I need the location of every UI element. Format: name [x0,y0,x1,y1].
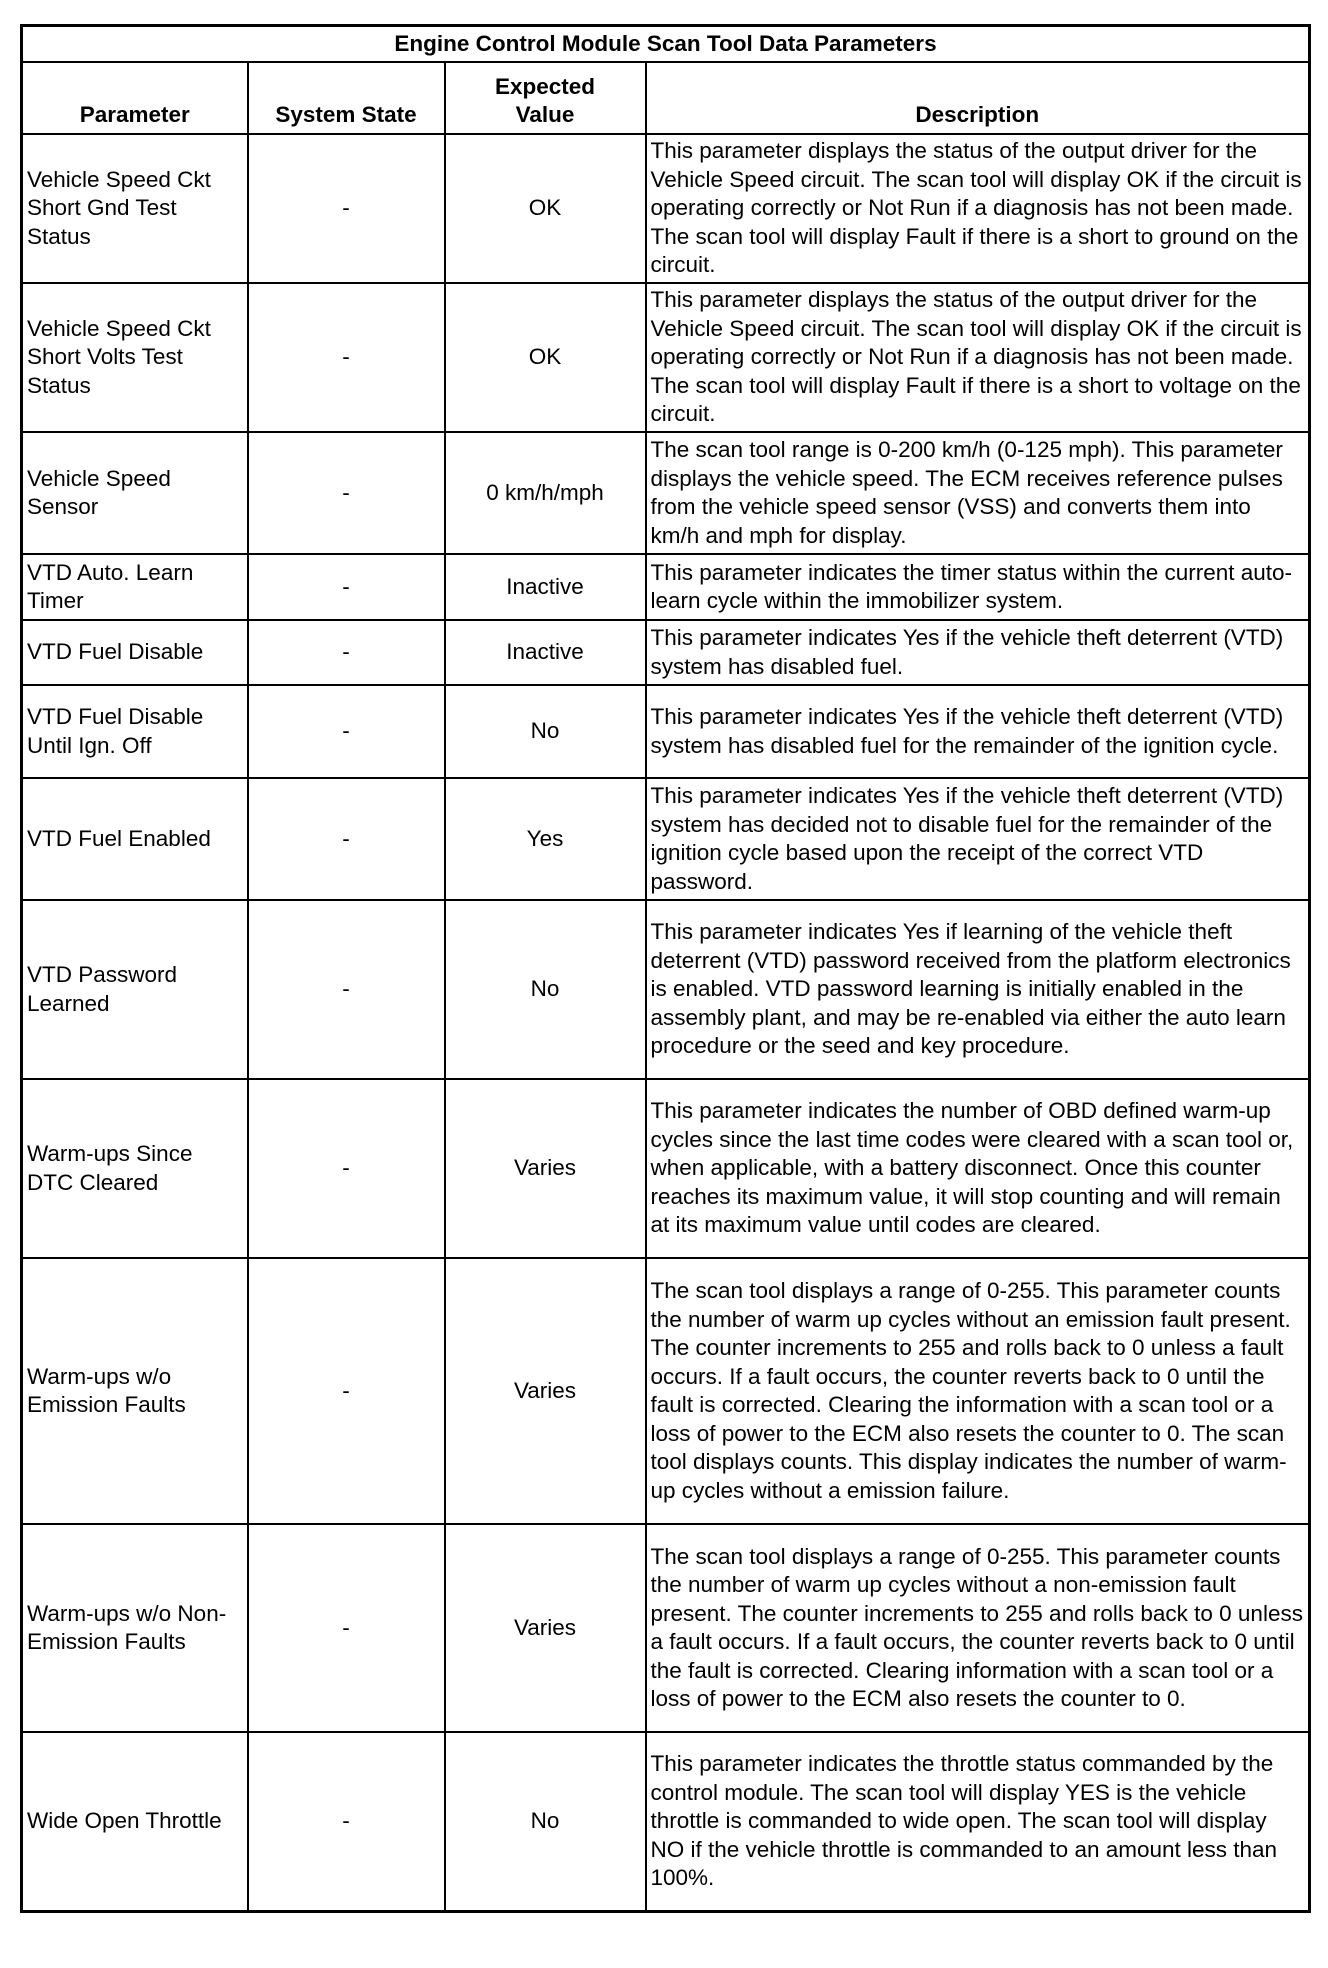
system-state-cell: - [248,554,445,620]
description-cell: The scan tool range is 0-200 km/h (0-125 mph). This parameter displays the vehicle speed. The ECM receives reference pulses from the vehicle speed sensor (VSS) and converts them into km/h and mph for display. [646,432,1310,554]
expected-value-cell: Varies [445,1524,646,1732]
system-state-cell: - [248,900,445,1079]
expected-value-cell: Yes [445,778,646,900]
header-expected-value-line1: Expected [494,74,596,99]
table-row [22,432,1310,554]
system-state-cell: - [248,685,445,778]
header-description: Description [646,62,1310,134]
header-expected-value [445,62,646,134]
table-row [22,1258,1310,1524]
system-state-cell: - [248,283,445,432]
system-state-cell: - [248,778,445,900]
expected-value-cell: No [445,685,646,778]
system-state-cell: - [248,432,445,554]
expected-value-cell: OK [445,283,646,432]
expected-value-cell: Inactive [445,554,646,620]
table-row [22,900,1310,1079]
description-cell: This parameter indicates the throttle status commanded by the control module. The scan tool will display YES is the vehicle throttle is commanded to wide open. The scan tool will display NO if the vehicle throttle is commanded to an amount less than 100%. [646,1732,1310,1912]
description-cell: This parameter displays the status of the output driver for the Vehicle Speed circuit. The scan tool will display OK if the circuit is operating correctly or Not Run if a diagnosis has not been made. The scan tool will display Fault if there is a short to voltage on the circuit. [646,283,1310,432]
system-state-cell: - [248,1732,445,1912]
table-row [22,1524,1310,1732]
table-row [22,620,1310,685]
table-title: Engine Control Module Scan Tool Data Parameters [22,26,1310,63]
description-cell: This parameter indicates Yes if the vehicle theft deterrent (VTD) system has disabled fuel. [646,620,1310,685]
expected-value-cell: Varies [445,1079,646,1258]
description-cell: This parameter indicates Yes if the vehicle theft deterrent (VTD) system has decided not to disable fuel for the remainder of the ignition cycle based upon the receipt of the correct VTD password. [646,778,1310,900]
expected-value-cell: OK [445,134,646,283]
expected-value-cell: Varies [445,1258,646,1524]
parameter-cell: Warm-ups w/o Emission Faults [22,1258,248,1524]
system-state-cell: - [248,620,445,685]
parameter-cell: VTD Fuel Disable [22,620,248,685]
system-state-cell: - [248,1079,445,1258]
parameter-cell: Warm-ups Since DTC Cleared [22,1079,248,1258]
parameter-cell: VTD Fuel Disable Until Ign. Off [22,685,248,778]
parameter-cell: Vehicle Speed Ckt Short Volts Test Status [22,283,248,432]
parameter-cell: VTD Auto. Learn Timer [22,554,248,620]
table-row [22,134,1310,283]
table-title-row [22,26,1310,63]
system-state-cell: - [248,134,445,283]
description-cell: This parameter indicates Yes if the vehicle theft deterrent (VTD) system has disabled fuel for the remainder of the ignition cycle. [646,685,1310,778]
table-row [22,1732,1310,1912]
parameter-cell: Vehicle Speed Ckt Short Gnd Test Status [22,134,248,283]
parameter-cell: VTD Password Learned [22,900,248,1079]
parameter-cell: Wide Open Throttle [22,1732,248,1912]
system-state-cell: - [248,1258,445,1524]
header-parameter: Parameter [22,62,248,134]
table-row [22,685,1310,778]
description-cell: This parameter indicates the timer status within the current auto-learn cycle within the immobilizer system. [646,554,1310,620]
table-row [22,283,1310,432]
table-header-row [22,62,1310,134]
description-cell: The scan tool displays a range of 0-255. This parameter counts the number of warm up cycles without a non-emission fault present. The counter increments to 255 and rolls back to 0 unless a fault occurs. If a fault occurs, the counter reverts back to 0 until the fault is corrected. Clearing information with a scan tool or a loss of power to the ECM also resets the counter to 0. [646,1524,1310,1732]
description-cell: This parameter indicates the number of OBD defined warm-up cycles since the last time codes were cleared with a scan tool or, when applicable, with a battery disconnect. Once this counter reaches its maximum value, it will stop counting and will remain at its maximum value until codes are cleared. [646,1079,1310,1258]
expected-value-cell: No [445,1732,646,1912]
parameter-cell: Vehicle Speed Sensor [22,432,248,554]
table-row [22,1079,1310,1258]
table-row [22,554,1310,620]
system-state-cell: - [248,1524,445,1732]
scan-tool-data-table [20,24,1311,1913]
description-cell: This parameter indicates Yes if learning of the vehicle theft deterrent (VTD) password received from the platform electronics is enabled. VTD password learning is initially enabled in the assembly plant, and may be re-enabled via either the auto learn procedure or the seed and key procedure. [646,900,1310,1079]
expected-value-cell: Inactive [445,620,646,685]
expected-value-cell: 0 km/h/mph [445,432,646,554]
parameter-cell: Warm-ups w/o Non-Emission Faults [22,1524,248,1732]
header-system-state: System State [248,62,445,134]
header-expected-value-line2: Value [515,102,575,127]
parameter-cell: VTD Fuel Enabled [22,778,248,900]
description-cell: This parameter displays the status of the output driver for the Vehicle Speed circuit. The scan tool will display OK if the circuit is operating correctly or Not Run if a diagnosis has not been made. The scan tool will display Fault if there is a short to ground on the circuit. [646,134,1310,283]
table-row [22,778,1310,900]
description-cell: The scan tool displays a range of 0-255. This parameter counts the number of warm up cycles without an emission fault present. The counter increments to 255 and rolls back to 0 unless a fault occurs. If a fault occurs, the counter reverts back to 0 until the fault is corrected. Clearing the information with a scan tool or a loss of power to the ECM also resets the counter to 0. The scan tool displays counts. This display indicates the number of warm-up cycles without a emission failure. [646,1258,1310,1524]
expected-value-cell: No [445,900,646,1079]
